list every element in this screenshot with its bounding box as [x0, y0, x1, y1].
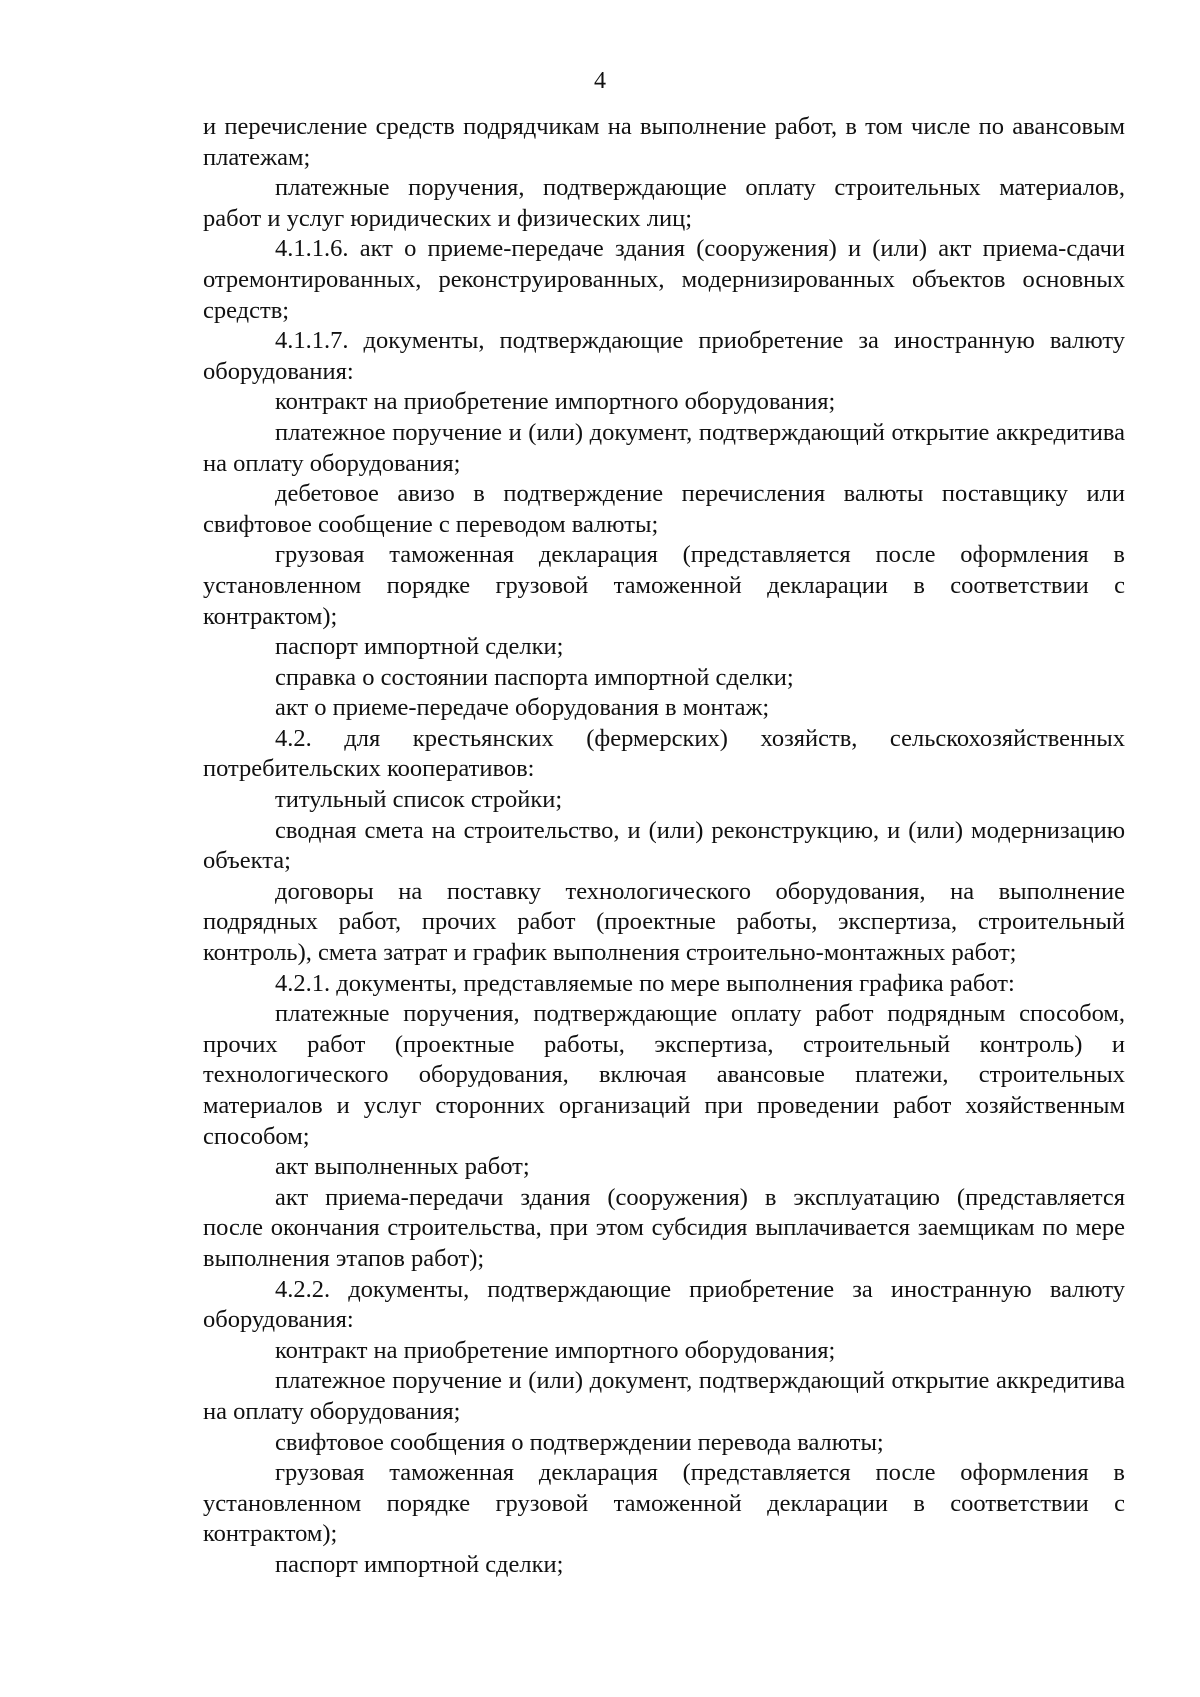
paragraph: свифтовое сообщения о подтверждении перевода валюты;	[275, 1428, 884, 1456]
paragraph: платежное поручение и (или) документ, подтверждающий открытие аккредитива на оплату оборудования;	[203, 1367, 1125, 1425]
paragraph: контракт на приобретение импортного оборудования;	[275, 388, 836, 416]
paragraph: акт приема-передачи здания (сооружения) в эксплуатацию (представляется после окончания строительства, при этом субсидия выплачивается заемщикам по мере выполнения этапов работ);	[203, 1183, 1125, 1272]
paragraph: сводная смета на строительство, и (или) реконструкцию, и (или) модернизацию объекта;	[203, 816, 1125, 875]
paragraph: акт выполненных работ;	[275, 1153, 530, 1181]
page-number: 4	[594, 68, 606, 94]
paragraph: 4.2.2. документы, подтверждающие приобретение за иностранную валюту оборудования:	[203, 1275, 1125, 1334]
paragraph: 4.2. для крестьянских (фермерских) хозяйств, сельскохозяйственных потребительских кооперативов:	[203, 724, 1125, 783]
paragraph: платежные поручения, подтверждающие оплату работ подрядным способом, прочих работ (проектные работы, экспертиза, строительный контроль) и технологического оборудования, включая авансовые платежи, строительных материалов и услуг сторонних организаций при проведении работ хозяйственным способом;	[203, 1000, 1125, 1150]
paragraph: 4.1.1.7. документы, подтверждающие приобретение за иностранную валюту оборудования:	[203, 327, 1125, 385]
paragraph: справка о состоянии паспорта импортной сделки;	[275, 663, 794, 691]
paragraph: грузовая таможенная декларация (представляется после оформления в установленном порядке грузовой таможенной декларации в соответствии с контрактом);	[203, 541, 1125, 630]
paragraph: платежное поручение и (или) документ, подтверждающий открытие аккредитива на оплату оборудования;	[203, 418, 1125, 477]
paragraph: титульный список стройки;	[275, 786, 563, 814]
paragraph: 4.1.1.6. акт о приеме-передаче здания (сооружения) и (или) акт приема-сдачи отремонтированных, реконструированных, модернизированных объектов основных средств;	[203, 235, 1125, 324]
paragraph: дебетовое авизо в подтверждение перечисления валюты поставщику или свифтовое сообщение с переводом валюты;	[203, 480, 1125, 538]
paragraph: грузовая таможенная декларация (представляется после оформления в установленном порядке грузовой таможенной декларации в соответствии с контрактом);	[203, 1459, 1125, 1548]
document-body	[203, 112, 1125, 1581]
paragraph: контракт на приобретение импортного оборудования;	[275, 1336, 836, 1364]
paragraph: договоры на поставку технологического оборудования, на выполнение подрядных работ, прочих работ (проектные работы, экспертиза, строительный контроль), смета затрат и график выполнения строительно-монтажных работ;	[203, 877, 1125, 967]
paragraph: 4.2.1. документы, представляемые по мере выполнения графика работ:	[275, 969, 1015, 997]
paragraph: и перечисление средств подрядчикам на выполнение работ, в том числе по авансовым платежам;	[203, 113, 1125, 171]
paragraph: платежные поручения, подтверждающие оплату строительных материалов, работ и услуг юридических и физических лиц;	[203, 174, 1125, 232]
paragraph: паспорт импортной сделки;	[275, 633, 564, 661]
paragraph: паспорт импортной сделки;	[275, 1550, 564, 1578]
paragraph: акт о приеме-передаче оборудования в монтаж;	[275, 694, 770, 722]
